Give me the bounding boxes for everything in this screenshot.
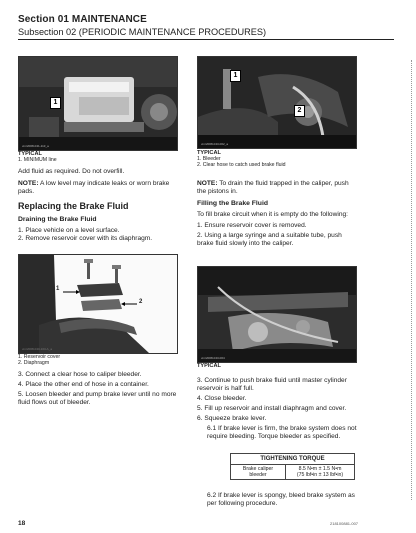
syringe-photo bbox=[198, 267, 356, 362]
callout-1: 1 bbox=[230, 70, 241, 82]
list-item: 4. Place the other end of hose in a container. bbox=[18, 381, 149, 388]
list-item: 2. Using a large syringe and a suitable tube, push brake fluid slowly into the caliper. bbox=[197, 232, 342, 247]
callout-1: 1 bbox=[56, 286, 60, 292]
steps-draining-a bbox=[18, 227, 178, 243]
subsection-title: Subsection 02 (PERIODIC MAINTENANCE PROCEDURES) bbox=[18, 27, 267, 37]
sub-item-6-2: 6.2 If brake lever is spongy, bleed brake system as per following procedure. bbox=[207, 492, 355, 507]
list-item: 5. Loosen bleeder and pump brake lever until no more fluid flows out of bleeder. bbox=[18, 391, 177, 406]
figure-caption bbox=[197, 150, 286, 168]
sub-item: 6.1 If brake lever is firm, the brake system does not require bleeding. Torque bleeder as specified. bbox=[207, 425, 357, 440]
steps-filling-a bbox=[197, 211, 359, 248]
figure-id: vmr2008-043-002_a bbox=[201, 142, 229, 146]
caption-title: TYPICAL bbox=[197, 363, 221, 369]
note-text: To drain the fluid trapped in the caliper, push the pistons in. bbox=[197, 180, 349, 195]
caption-line: 1. MINIMUM line bbox=[18, 157, 57, 163]
callout-2: 2 bbox=[139, 299, 143, 305]
list-item: 4. Close bleeder. bbox=[197, 395, 247, 402]
figure-caption bbox=[197, 363, 221, 369]
steps-draining-b bbox=[18, 371, 184, 407]
heading-draining-brake-fluid: Draining the Brake Fluid bbox=[18, 216, 97, 223]
caption-title: TYPICAL bbox=[197, 150, 221, 156]
figure-reservoir-minimum-line bbox=[18, 56, 178, 151]
list-item: 3. Continue to push brake fluid until master cylinder reservoir is half full. bbox=[197, 377, 347, 392]
doc-code: 218100881-007 bbox=[330, 521, 359, 526]
heading-filling-brake-fluid: Filling the Brake Fluid bbox=[197, 200, 268, 207]
list-item: 5. Fill up reservoir and install diaphragm and cover. bbox=[197, 405, 347, 412]
torque-value-imperial: (75 lbf•in ± 13 lbf•in) bbox=[296, 472, 344, 478]
list-item: 6. Squeeze brake lever. bbox=[197, 415, 267, 422]
torque-value-metric: 8.5 N•m ± 1.5 N•m bbox=[298, 466, 342, 472]
callout-2: 2 bbox=[294, 105, 305, 117]
note-label: NOTE: bbox=[18, 180, 39, 187]
right-note bbox=[197, 180, 359, 196]
torque-value bbox=[286, 465, 355, 480]
caption-line: 1. Bleeder bbox=[197, 156, 221, 162]
steps-filling-b bbox=[197, 377, 359, 441]
callout-1: 1 bbox=[50, 97, 61, 109]
header-rule bbox=[18, 39, 394, 40]
torque-label: Brake caliper bleeder bbox=[231, 465, 286, 480]
note-text: A low level may indicate leaks or worn brake pads. bbox=[18, 180, 170, 195]
list-item: 1. Place vehicle on a level surface. bbox=[18, 227, 120, 234]
figure-syringe-fill bbox=[197, 266, 357, 363]
paragraph: To fill brake circuit when it is empty do the following: bbox=[197, 211, 348, 218]
figure-reservoir-cover bbox=[18, 254, 178, 354]
note bbox=[18, 180, 178, 196]
figure-id: vmr2008-041-113_a bbox=[22, 144, 49, 148]
figure-caliper-bleeder bbox=[197, 56, 357, 149]
page-edge-marks bbox=[409, 60, 412, 500]
reservoir-photo bbox=[19, 57, 177, 150]
figure-id: vmr2008-043-004 bbox=[201, 356, 225, 360]
caption-line: 1. Reservoir cover bbox=[18, 354, 61, 360]
list-item: 1. Ensure reservoir cover is removed. bbox=[197, 222, 307, 229]
caption-line: 2. Diaphragm bbox=[18, 360, 50, 366]
figure-id: vmr2008-040-103-A_a bbox=[22, 347, 53, 351]
torque-table-wrapper bbox=[230, 453, 355, 480]
caption-title: TYPICAL bbox=[18, 151, 42, 157]
caliper-photo bbox=[198, 57, 356, 148]
figure-caption bbox=[18, 354, 60, 366]
list-item: 3. Connect a clear hose to caliper bleeder. bbox=[18, 371, 142, 378]
caption-line: 2. Clear hose to catch used brake fluid bbox=[197, 162, 286, 168]
reservoir-cover-photo bbox=[19, 255, 177, 353]
paragraph: Add fluid as required. Do not overfill. bbox=[18, 168, 125, 175]
section-title: Section 01 MAINTENANCE bbox=[18, 14, 147, 25]
list-item: 2. Remove reservoir cover with its diaphragm. bbox=[18, 235, 153, 242]
figure-caption bbox=[18, 151, 57, 163]
torque-title: TIGHTENING TORQUE bbox=[231, 454, 355, 465]
heading-replacing-brake-fluid: Replacing the Brake Fluid bbox=[18, 201, 129, 211]
note-label: NOTE: bbox=[197, 180, 218, 187]
left-text-block-1 bbox=[18, 168, 178, 196]
torque-table bbox=[230, 453, 355, 480]
page-number: 18 bbox=[18, 520, 26, 527]
